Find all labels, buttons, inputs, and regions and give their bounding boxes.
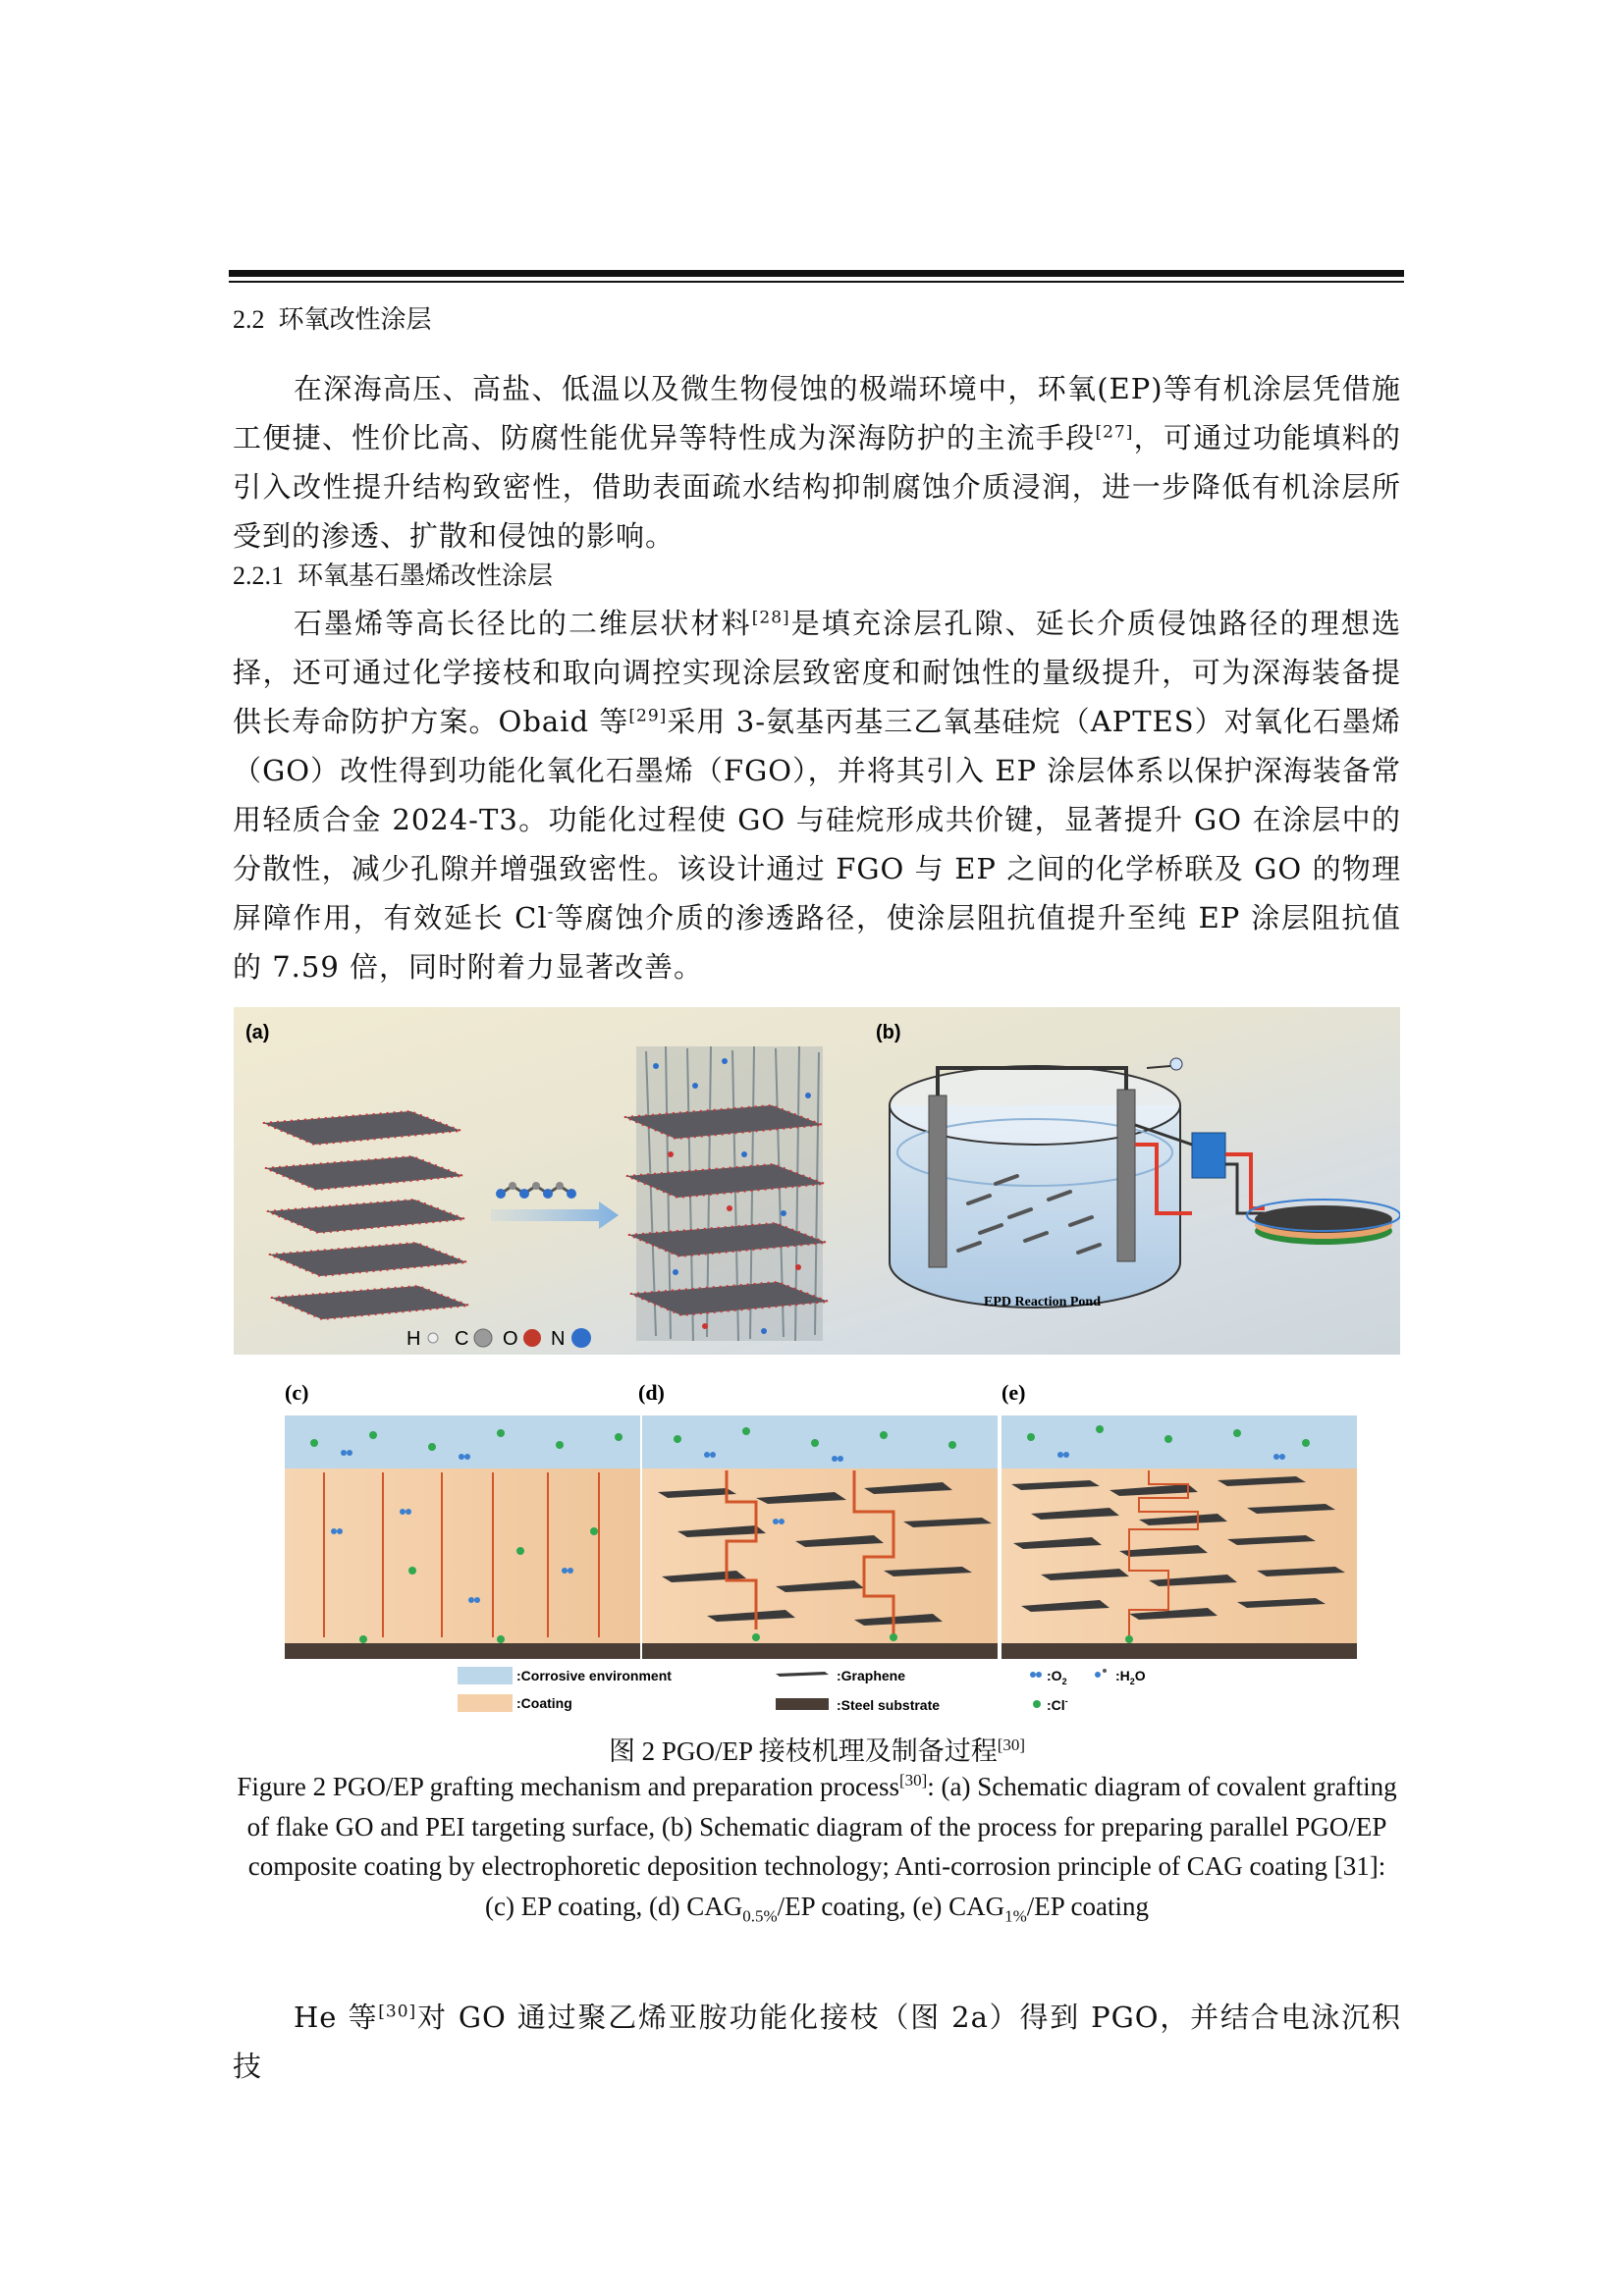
caption-en-text-4: /EP coating xyxy=(1026,1891,1149,1921)
caption-en-text-3: /EP coating, (e) CAG xyxy=(777,1891,1005,1921)
panel-e-cag1-coating xyxy=(1001,1415,1357,1659)
electrode-left xyxy=(929,1095,947,1267)
caption-en-sub-2: 1% xyxy=(1004,1905,1027,1925)
legend-h2o-label: $:H_2O$ xyxy=(1115,1668,1146,1686)
citation-28: [28] xyxy=(751,608,790,628)
section-number: 2.2 xyxy=(233,305,265,334)
legend-cl-icon xyxy=(1033,1700,1041,1708)
legend-graphene-label: :Graphene xyxy=(837,1668,906,1683)
paragraph-1 xyxy=(233,364,1401,561)
subsection-number: 2.2.1 xyxy=(233,561,284,590)
atom-o-label: O xyxy=(503,1328,518,1350)
citation-30-body: [30] xyxy=(378,2002,417,2022)
atom-h-label: H xyxy=(406,1328,421,1350)
legend-graphene-swatch xyxy=(776,1672,829,1677)
panel-a-label: (a) xyxy=(245,1022,270,1043)
panel-c-label: (c) xyxy=(285,1380,309,1405)
caption-cn-text: 图 2 PGO/EP 接枝机理及制备过程 xyxy=(608,1736,998,1766)
citation-30-cn: [30] xyxy=(997,1735,1026,1754)
citation-29: [29] xyxy=(628,706,668,726)
figure-2-top xyxy=(234,1007,1400,1355)
legend-cl-label: :Cl- xyxy=(1047,1696,1068,1713)
atom-n-label: N xyxy=(551,1328,566,1350)
paragraph-2-text-1: 石墨烯等高长径比的二维层状材料 xyxy=(294,607,752,640)
legend-coating-swatch xyxy=(458,1694,513,1712)
atom-n-icon xyxy=(571,1328,591,1348)
electrode-right xyxy=(1117,1090,1135,1261)
atom-o-icon xyxy=(523,1329,541,1347)
citation-30-en: [30] xyxy=(898,1771,928,1789)
paragraph-3-text-1: He 等 xyxy=(294,2001,379,2034)
legend-corrosive-label: :Corrosive environment xyxy=(516,1668,672,1683)
caption-en-sub-1: 0.5% xyxy=(742,1905,778,1925)
subsection-heading xyxy=(233,556,553,592)
paragraph-1-text: 在深海高压、高盐、低温以及微生物侵蚀的极端环境中，环氧(EP)等有机涂层凭借施工便捷、性价比高、防腐性能优异等特性成为深海防护的主流手段 xyxy=(233,372,1401,454)
dc-power-supply xyxy=(1192,1133,1225,1178)
figure-legend xyxy=(458,1667,1146,1713)
panel-d-cag05-coating xyxy=(642,1415,998,1659)
section-heading xyxy=(233,299,432,336)
atom-h-icon xyxy=(428,1333,438,1343)
paragraph-1-tail: ，可通过功能填料的引入改性提升结构致密性，借助表面疏水结构抑制腐蚀介质浸润，进一步降低有机涂层所受到的渗透、扩散和侵蚀的影响。 xyxy=(233,421,1401,553)
figure-caption-cn xyxy=(233,1730,1401,1768)
legend-steel-label: :Steel substrate xyxy=(837,1697,941,1713)
epd-label: EPD Reaction Pond xyxy=(984,1295,1101,1309)
legend-o2-label: $:O_2$ xyxy=(1047,1668,1067,1686)
paragraph-2-text-2: 是填充涂层孔隙、延长介质侵蚀路径的理想选择，还可通过化学接枝和取向调控实现涂层致密度和耐蚀性的量级提升，可为深海装备提供长寿命防护方案。Obaid 等 xyxy=(233,607,1401,738)
legend-h2o-icon xyxy=(1095,1672,1101,1678)
panel-b-label: (b) xyxy=(876,1022,901,1043)
caption-en-text-2: : (a) Schematic diagram of covalent grafting of flake GO and PEI targeting surface, (b) Schematic diagram of the process for preparing parallel PGO/EP composite coating by electrophoretic deposition technology; Anti-corrosion principle of CAG coating [31]: (c) EP coating, (d) CAG xyxy=(246,1772,1397,1921)
paragraph-2-text-3: 采用 3-氨基丙基三乙氧基硅烷（APTES）对氧化石墨烯（GO）改性得到功能化氧化石墨烯（FGO），并将其引入 EP 涂层体系以保护深海装备常用轻质合金 2024-T3。功能化过程使 GO 与硅烷形成共价键，显著提升 GO 在涂层中的分散性，减少孔隙并增强致密性。该设计通过 FGO 与 EP 之间的化学桥联及 GO 的物理屏障作用，有效延长 Cl xyxy=(233,705,1402,934)
legend-steel-swatch xyxy=(776,1698,829,1710)
header-rule-thin xyxy=(229,281,1404,283)
legend-coating-label: :Coating xyxy=(516,1695,572,1711)
subsection-title: 环氧基石墨烯改性涂层 xyxy=(298,561,554,591)
paragraph-3-text-2: 对 GO 通过聚乙烯亚胺功能化接枝（图 2a）得到 PGO，并结合电泳沉积技 xyxy=(233,2001,1402,2083)
paragraph-2 xyxy=(233,599,1401,991)
panel-d-label: (d) xyxy=(638,1380,665,1405)
figure-caption-en xyxy=(233,1767,1401,1926)
chloride-superscript: - xyxy=(547,902,555,923)
atom-c-label: C xyxy=(455,1328,469,1350)
paragraph-2-text-4: 等腐蚀介质的渗透路径，使涂层阻抗值提升至纯 EP 涂层阻抗值的 7.59 倍，同时附着力显著改善。 xyxy=(233,901,1401,984)
atom-c-icon xyxy=(474,1329,492,1347)
panel-c-ep-coating xyxy=(285,1415,640,1659)
caption-en-text-1: Figure 2 PGO/EP grafting mechanism and preparation process xyxy=(237,1772,899,1801)
section-title: 环氧改性涂层 xyxy=(278,305,432,335)
legend-o2-icon xyxy=(1030,1672,1036,1678)
paragraph-3 xyxy=(233,1993,1401,2091)
panel-e-label: (e) xyxy=(1001,1380,1026,1405)
pgo-grafted-stack xyxy=(624,1046,829,1341)
legend-corrosive-swatch xyxy=(458,1667,513,1684)
figure-2-bottom xyxy=(265,1374,1379,1718)
header-rule-thick xyxy=(229,270,1404,277)
citation-27: [27] xyxy=(1095,422,1134,443)
